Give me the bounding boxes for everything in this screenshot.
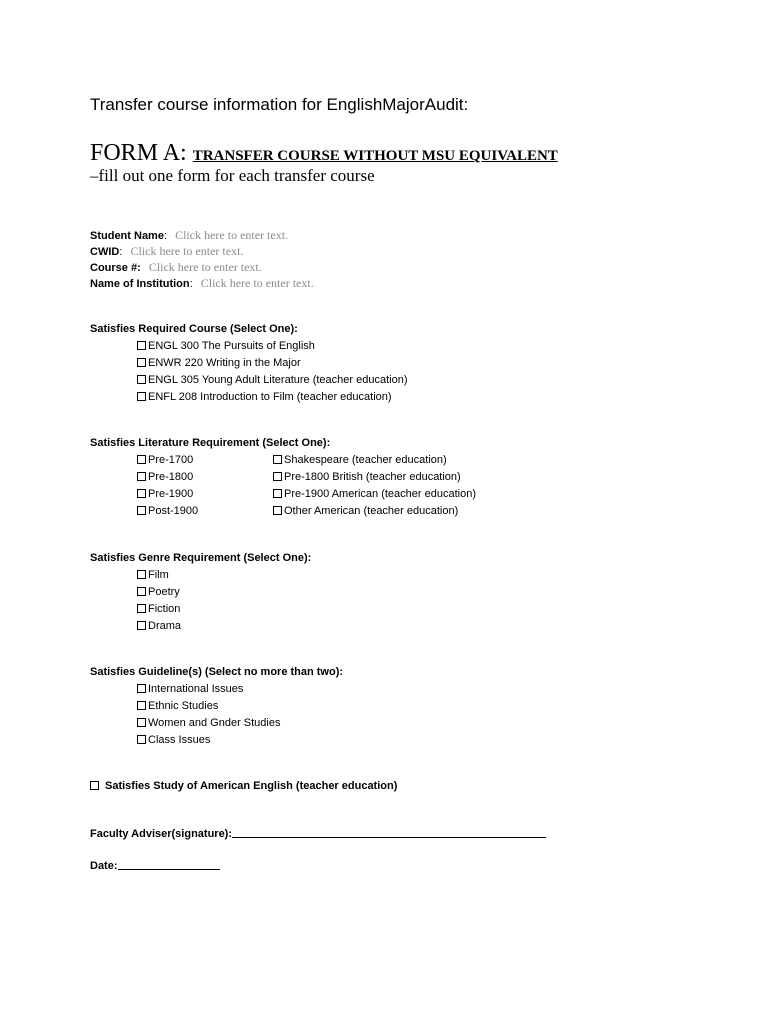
student-name-row bbox=[90, 227, 314, 243]
option-label: Fiction bbox=[148, 603, 181, 615]
checkbox[interactable] bbox=[273, 472, 282, 481]
option-label: International Issues bbox=[148, 683, 244, 695]
option-label: ENFL 208 Introduction to Film (teacher education) bbox=[148, 391, 392, 403]
american-english-label: Satisfies Study of American English (teacher education) bbox=[105, 780, 398, 792]
literature-option[interactable] bbox=[273, 486, 476, 503]
guidelines-title: Satisfies Guideline(s) (Select no more than two): bbox=[90, 666, 344, 678]
option-label: Shakespeare (teacher education) bbox=[284, 454, 447, 466]
literature-option[interactable] bbox=[273, 503, 476, 520]
checkbox[interactable] bbox=[137, 455, 146, 464]
course-number-row bbox=[90, 259, 314, 275]
page-heading: Transfer course information for EnglishMajorAudit: bbox=[90, 95, 469, 114]
checkbox[interactable] bbox=[137, 621, 146, 630]
literature-option[interactable] bbox=[273, 469, 476, 486]
form-title-prefix: FORM A: bbox=[90, 140, 187, 166]
option-label: Other American (teacher education) bbox=[284, 505, 459, 517]
checkbox[interactable] bbox=[137, 506, 146, 515]
option-label: Post-1900 bbox=[148, 505, 199, 517]
guidelines-section bbox=[90, 664, 343, 749]
option-label: Class Issues bbox=[148, 734, 211, 746]
genre-title: Satisfies Genre Requirement (Select One): bbox=[90, 552, 312, 564]
checkbox[interactable] bbox=[137, 358, 146, 367]
option-label: Pre-1700 bbox=[148, 454, 194, 466]
date-line[interactable] bbox=[118, 860, 220, 870]
american-english-option[interactable] bbox=[90, 780, 397, 792]
option-label: Drama bbox=[148, 620, 182, 632]
date-label: Date: bbox=[90, 860, 118, 872]
required-course-section bbox=[90, 321, 408, 406]
genre-option[interactable] bbox=[137, 601, 311, 618]
cwid-label: CWID bbox=[90, 246, 120, 258]
date-row bbox=[90, 860, 220, 872]
cwid-field[interactable]: Click here to enter text. bbox=[130, 244, 244, 258]
checkbox[interactable] bbox=[137, 701, 146, 710]
student-name-field[interactable]: Click here to enter text. bbox=[175, 228, 289, 242]
required-course-option[interactable] bbox=[137, 389, 408, 406]
genre-option[interactable] bbox=[137, 567, 311, 584]
guideline-option[interactable] bbox=[137, 698, 343, 715]
literature-option[interactable] bbox=[137, 452, 273, 469]
checkbox[interactable] bbox=[137, 735, 146, 744]
option-label: ENWR 220 Writing in the Major bbox=[148, 357, 301, 369]
checkbox[interactable] bbox=[273, 489, 282, 498]
checkbox[interactable] bbox=[137, 684, 146, 693]
course-number-field[interactable]: Click here to enter text. bbox=[148, 260, 262, 274]
cwid-row bbox=[90, 243, 314, 259]
required-course-option[interactable] bbox=[137, 338, 408, 355]
checkbox[interactable] bbox=[90, 781, 99, 790]
option-label: Pre-1800 bbox=[148, 471, 194, 483]
option-label: Poetry bbox=[148, 586, 180, 598]
literature-right-column bbox=[273, 452, 476, 520]
guideline-option[interactable] bbox=[137, 732, 343, 749]
literature-left-column bbox=[137, 452, 273, 520]
institution-row bbox=[90, 275, 314, 291]
form-title bbox=[90, 140, 558, 167]
option-label: ENGL 305 Young Adult Literature (teacher education) bbox=[148, 374, 408, 386]
genre-option[interactable] bbox=[137, 584, 311, 601]
checkbox[interactable] bbox=[137, 570, 146, 579]
required-course-option[interactable] bbox=[137, 355, 408, 372]
required-course-option[interactable] bbox=[137, 372, 408, 389]
checkbox[interactable] bbox=[137, 587, 146, 596]
guideline-option[interactable] bbox=[137, 715, 343, 732]
literature-option[interactable] bbox=[137, 503, 273, 520]
literature-option[interactable] bbox=[137, 486, 273, 503]
literature-option[interactable] bbox=[137, 469, 273, 486]
course-number-label: Course #: bbox=[90, 262, 141, 274]
institution-label: Name of Institution bbox=[90, 278, 190, 290]
cwid-colon: : bbox=[119, 246, 123, 258]
form-instruction: –fill out one form for each transfer course bbox=[90, 166, 375, 185]
genre-option[interactable] bbox=[137, 618, 311, 635]
checkbox[interactable] bbox=[137, 392, 146, 401]
checkbox[interactable] bbox=[137, 472, 146, 481]
checkbox[interactable] bbox=[273, 506, 282, 515]
checkbox[interactable] bbox=[137, 718, 146, 727]
student-info-fields bbox=[90, 227, 314, 291]
checkbox[interactable] bbox=[137, 604, 146, 613]
institution-colon: : bbox=[189, 278, 193, 290]
student-name-label: Student Name bbox=[90, 230, 164, 242]
literature-option[interactable] bbox=[273, 452, 476, 469]
checkbox[interactable] bbox=[137, 375, 146, 384]
signature-label: Faculty Adviser(signature): bbox=[90, 828, 233, 840]
signature-line[interactable] bbox=[232, 828, 546, 838]
literature-section bbox=[90, 435, 476, 520]
literature-title: Satisfies Literature Requirement (Select One): bbox=[90, 437, 331, 449]
option-label: Pre-1800 British (teacher education) bbox=[284, 471, 461, 483]
option-label: Film bbox=[148, 569, 169, 581]
option-label: Ethnic Studies bbox=[148, 700, 219, 712]
option-label: Pre-1900 bbox=[148, 488, 194, 500]
option-label: ENGL 300 The Pursuits of English bbox=[148, 340, 315, 352]
required-course-title: Satisfies Required Course (Select One): bbox=[90, 323, 298, 335]
checkbox[interactable] bbox=[273, 455, 282, 464]
option-label: Women and Gnder Studies bbox=[148, 717, 281, 729]
option-label: Pre-1900 American (teacher education) bbox=[284, 488, 476, 500]
institution-field[interactable]: Click here to enter text. bbox=[200, 276, 314, 290]
checkbox[interactable] bbox=[137, 341, 146, 350]
genre-section bbox=[90, 550, 311, 635]
student-name-colon: : bbox=[163, 230, 168, 242]
checkbox[interactable] bbox=[137, 489, 146, 498]
guideline-option[interactable] bbox=[137, 681, 343, 698]
signature-row bbox=[90, 828, 546, 840]
form-subtitle: TRANSFER COURSE WITHOUT MSU EQUIVALENT bbox=[192, 148, 558, 164]
